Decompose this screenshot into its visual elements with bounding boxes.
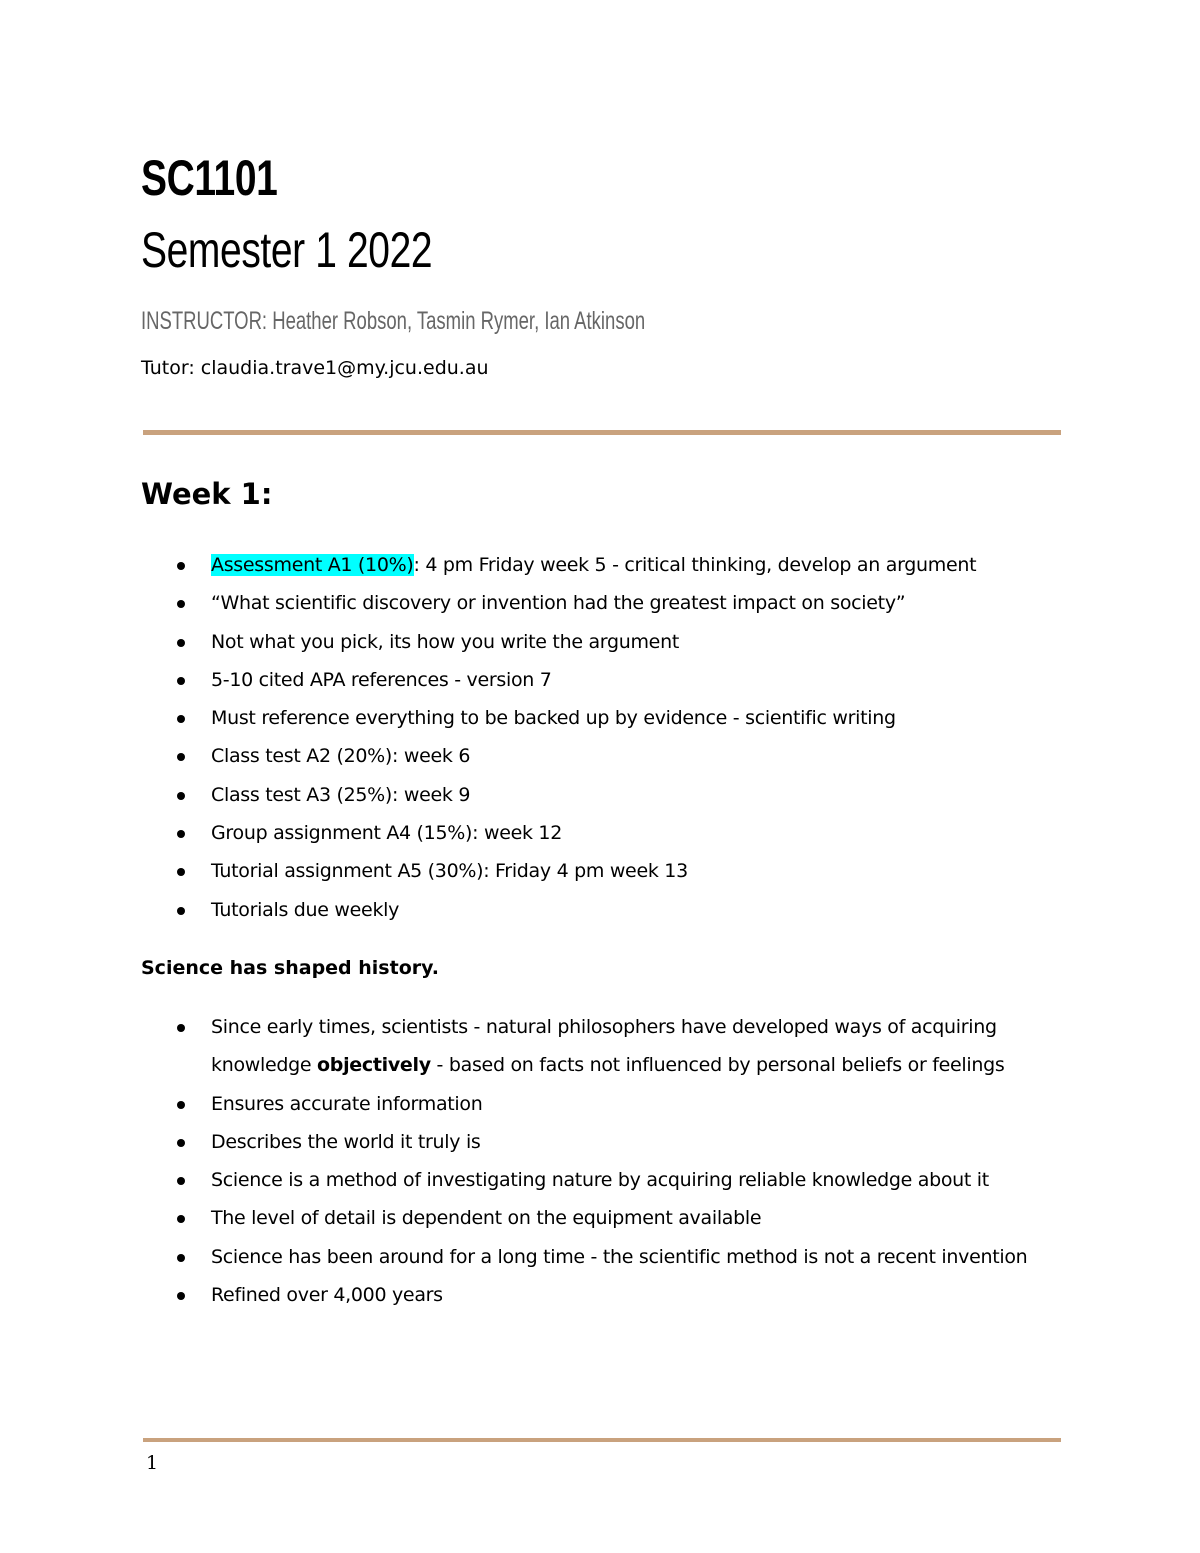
highlighted-text: Assessment A1 (10%) — [211, 554, 414, 576]
list-item-text: 5-10 cited APA references - version 7 — [211, 668, 552, 691]
bullet-icon — [177, 715, 185, 723]
list-item — [141, 1085, 1076, 1123]
list-item-text: Describes the world it truly is — [211, 1130, 481, 1153]
list-item-text: Group assignment A4 (15%): week 12 — [211, 822, 562, 845]
bullet-icon — [177, 753, 185, 761]
list-item-text: Science has been around for a long time - the scientific method is not a recent invention — [211, 1245, 1028, 1268]
bullet-icon — [177, 868, 185, 876]
list-item-text: Since early times, scientists - natural philosophers have developed ways of acquiring knowledge — [211, 1016, 997, 1077]
tutor-line: Tutor: claudia.trave1@my.jcu.edu.au — [141, 357, 489, 379]
list-item — [141, 776, 1076, 814]
list-item — [141, 546, 1076, 584]
footer-divider — [143, 1438, 1061, 1442]
list-item-text: - based on facts not influenced by personal beliefs or feelings — [430, 1054, 1005, 1077]
list-item — [141, 814, 1076, 852]
list-item — [141, 737, 1076, 775]
list-item — [141, 1161, 1076, 1199]
instructor-line: INSTRUCTOR: Heather Robson, Tasmin Rymer, Ian Atkinson — [141, 307, 646, 335]
science-section-heading: Science has shaped history. — [141, 957, 439, 979]
bold-text: objectively — [317, 1054, 431, 1077]
bullet-icon — [177, 792, 185, 800]
list-item-text: Tutorial assignment A5 (30%): Friday 4 pm week 13 — [211, 860, 688, 883]
list-item-text: The level of detail is dependent on the equipment available — [211, 1207, 762, 1230]
header-divider — [143, 430, 1061, 435]
list-item — [141, 1123, 1076, 1161]
list-item — [141, 661, 1076, 699]
document-title — [141, 142, 432, 286]
bullet-icon — [177, 1139, 185, 1147]
week-1-heading: Week 1: — [141, 477, 273, 511]
list-item — [141, 623, 1076, 661]
semester-title: Semester 1 2022 — [141, 222, 433, 278]
list-item-text: “What scientific discovery or invention had the greatest impact on society” — [211, 592, 906, 615]
list-item — [141, 891, 1076, 929]
bullet-icon — [177, 1024, 185, 1032]
bullet-icon — [177, 907, 185, 915]
list-item — [141, 584, 1076, 622]
list-item — [141, 1008, 1076, 1085]
bullet-icon — [177, 1101, 185, 1109]
list-item-text: Science is a method of investigating nature by acquiring reliable knowledge about it — [211, 1169, 989, 1192]
bullet-icon — [177, 1254, 185, 1262]
bullet-icon — [177, 830, 185, 838]
list-item — [141, 1238, 1076, 1276]
list-item — [141, 1199, 1076, 1237]
list-item-text: Refined over 4,000 years — [211, 1284, 443, 1307]
list-item-text: Class test A2 (20%): week 6 — [211, 745, 471, 768]
list-item — [141, 699, 1076, 737]
list-item-text: Not what you pick, its how you write the argument — [211, 630, 679, 653]
bullet-icon — [177, 639, 185, 647]
list-item-text: : 4 pm Friday week 5 - critical thinking, develop an argument — [413, 554, 977, 576]
list-item-text: Ensures accurate information — [211, 1092, 483, 1115]
list-item — [141, 852, 1076, 890]
bullet-icon — [177, 600, 185, 608]
bullet-icon — [177, 562, 185, 570]
list-item-text: Must reference everything to be backed up by evidence - scientific writing — [211, 707, 896, 730]
week-1-list — [141, 546, 1076, 929]
bullet-icon — [177, 1215, 185, 1223]
list-item-text: Class test A3 (25%): week 9 — [211, 783, 471, 806]
bullet-icon — [177, 677, 185, 685]
course-code: SC1101 — [141, 150, 278, 206]
list-item — [141, 1276, 1076, 1314]
bullet-icon — [177, 1292, 185, 1300]
page-number: 1 — [146, 1452, 159, 1474]
science-list — [141, 1008, 1076, 1314]
bullet-icon — [177, 1177, 185, 1185]
list-item-text: Tutorials due weekly — [211, 898, 400, 921]
